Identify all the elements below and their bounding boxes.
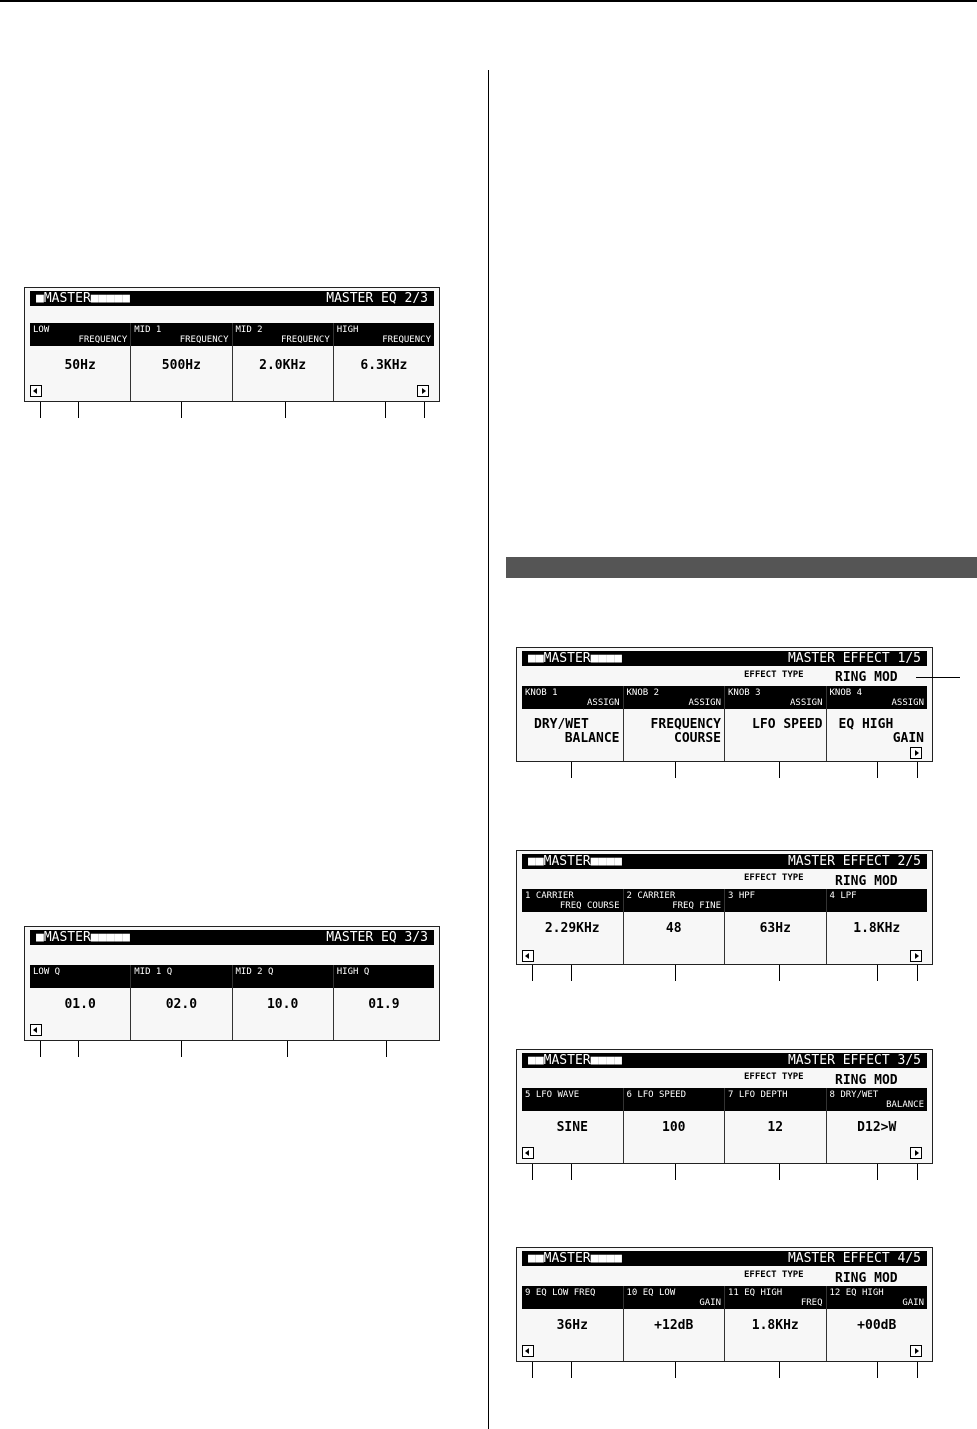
param-value: 100 — [662, 1120, 686, 1135]
param-sublabel: ASSIGN — [688, 698, 721, 708]
param-sublabel: ASSIGN — [891, 698, 924, 708]
param-eq-low-freq — [522, 1286, 624, 1361]
param-sublabel: FREQ — [800, 1298, 823, 1308]
lcd-header-left: ■■MASTER■■■■ — [528, 854, 622, 869]
knob-1-assign — [522, 686, 624, 761]
param-value: +12dB — [654, 1318, 694, 1333]
param-sublabel: GAIN — [902, 1298, 924, 1308]
param-eq-high-freq — [725, 1286, 827, 1361]
param-lfo-speed — [624, 1088, 726, 1163]
callout-tick — [571, 762, 572, 778]
effect-type-label: EFFECT TYPE — [744, 873, 804, 883]
param-value: D12>W — [857, 1120, 897, 1135]
callout-tick — [779, 1362, 780, 1378]
page-right-arrow-icon[interactable] — [910, 747, 922, 759]
callout-tick — [571, 965, 572, 981]
callout-tick — [877, 1164, 878, 1180]
param-value: 500Hz — [161, 358, 201, 373]
param-value-line1: EQ HIGH — [838, 717, 894, 732]
param-sublabel: ASSIGN — [789, 698, 823, 708]
param-label: MID 2 Q — [235, 967, 274, 977]
param-label: LOW — [33, 325, 50, 335]
param-value: 48 — [665, 921, 682, 936]
param-label: MID 1 — [134, 325, 162, 335]
param-label: MID 1 Q — [134, 967, 173, 977]
page-left-arrow-icon[interactable] — [522, 950, 534, 962]
param-mid2-q — [233, 965, 334, 1040]
param-sublabel: FREQ FINE — [672, 901, 721, 911]
callout-tick — [386, 1041, 387, 1057]
param-value: SINE — [556, 1120, 588, 1135]
param-low-frequency — [30, 323, 131, 401]
lcd-header-left: ■■MASTER■■■■ — [528, 1251, 622, 1266]
callout-tick — [532, 1164, 533, 1180]
section-heading-bar — [506, 557, 977, 578]
page-right-arrow-icon[interactable] — [417, 385, 429, 397]
param-value: 6.3KHz — [360, 358, 408, 373]
lcd-header — [522, 651, 927, 666]
param-label: KNOB 4 — [829, 688, 863, 698]
callout-tick — [181, 1041, 182, 1057]
param-value: 02.0 — [165, 997, 198, 1012]
callout-tick — [571, 1164, 572, 1180]
param-sublabel: BALANCE — [886, 1100, 924, 1110]
param-label: 10 EQ LOW — [626, 1288, 676, 1298]
effect-type-value: RING MOD — [835, 670, 898, 685]
page-left-arrow-icon[interactable] — [522, 1147, 534, 1159]
param-sublabel: ASSIGN — [586, 698, 620, 708]
param-value: 50Hz — [64, 358, 96, 373]
lcd-header-left: ■MASTER■■■■■ — [36, 930, 130, 945]
lcd-header-left: ■■MASTER■■■■ — [528, 1053, 622, 1068]
callout-tick — [917, 1164, 918, 1180]
callout-tick — [675, 1362, 676, 1378]
param-hpf — [725, 889, 827, 964]
callout-tick — [571, 1362, 572, 1378]
param-mid1-q — [131, 965, 232, 1040]
param-sublabel: GAIN — [699, 1298, 721, 1308]
lcd-master-effect-2 — [516, 850, 933, 965]
param-label: 2 CARRIER — [626, 891, 676, 901]
param-value: 1.8KHz — [853, 921, 901, 936]
param-value: 1.8KHz — [751, 1318, 799, 1333]
param-label: 5 LFO WAVE — [525, 1090, 580, 1100]
param-value: 01.0 — [64, 997, 96, 1012]
page-right-arrow-icon[interactable] — [910, 1147, 922, 1159]
callout-line — [916, 677, 960, 678]
param-mid2-frequency — [233, 323, 334, 401]
page-left-arrow-icon[interactable] — [522, 1345, 534, 1357]
param-value: 2.29KHz — [544, 921, 600, 936]
lcd-master-effect-3 — [516, 1049, 933, 1164]
param-carrier-freq-course — [522, 889, 624, 964]
lcd-master-eq-2 — [24, 287, 440, 402]
callout-tick — [287, 1041, 288, 1057]
param-high-q — [334, 965, 434, 1040]
param-value: 10.0 — [266, 997, 299, 1012]
param-mid1-frequency — [131, 323, 232, 401]
callout-tick — [917, 965, 918, 981]
param-label: 3 HPF — [728, 891, 756, 901]
callout-tick — [917, 1362, 918, 1378]
effect-type-label: EFFECT TYPE — [744, 670, 804, 680]
lcd-header-left: ■MASTER■■■■■ — [36, 291, 130, 306]
param-value-line1: LFO SPEED — [752, 717, 823, 732]
param-value-line2: COURSE — [674, 731, 721, 746]
callout-tick — [532, 965, 533, 981]
page-right-arrow-icon[interactable] — [910, 950, 922, 962]
lcd-header-right: MASTER EFFECT 2/5 — [787, 854, 921, 869]
callout-tick — [877, 1362, 878, 1378]
effect-type-value: RING MOD — [835, 1073, 898, 1088]
callout-tick — [779, 762, 780, 778]
callout-tick — [40, 402, 41, 418]
callout-tick — [779, 965, 780, 981]
callout-tick — [385, 402, 386, 418]
knob-3-assign — [725, 686, 827, 761]
param-label: 4 LPF — [829, 891, 857, 901]
param-value: +00dB — [857, 1318, 897, 1333]
param-sublabel: FREQUENCY — [280, 335, 330, 345]
page-right-arrow-icon[interactable] — [910, 1345, 922, 1357]
callout-tick — [40, 1041, 41, 1057]
effect-type-value: RING MOD — [835, 874, 898, 889]
param-label: LOW Q — [33, 967, 61, 977]
param-label: 6 LFO SPEED — [626, 1090, 687, 1100]
callout-tick — [78, 1041, 79, 1057]
callout-tick — [675, 965, 676, 981]
lcd-master-effect-1 — [516, 647, 933, 762]
lcd-master-eq-3 — [24, 926, 440, 1041]
callout-tick — [675, 762, 676, 778]
lcd-master-effect-4 — [516, 1247, 933, 1362]
param-label: 8 DRY/WET — [829, 1090, 879, 1100]
param-label: HIGH Q — [336, 967, 370, 977]
effect-type-value: RING MOD — [835, 1271, 898, 1286]
param-label: KNOB 2 — [626, 688, 660, 698]
callout-tick — [532, 1362, 533, 1378]
column-divider — [488, 70, 489, 1429]
param-label: MID 2 — [235, 325, 263, 335]
param-label: 12 EQ HIGH — [829, 1288, 884, 1298]
param-sublabel: FREQ COURSE — [559, 901, 620, 911]
callout-tick — [779, 1164, 780, 1180]
callout-tick — [181, 402, 182, 418]
lcd-header — [522, 1053, 927, 1068]
callout-tick — [424, 402, 425, 418]
lcd-header-right: MASTER EQ 2/3 — [326, 291, 428, 306]
param-value: 12 — [767, 1120, 784, 1135]
param-value-line2: BALANCE — [564, 731, 620, 746]
param-lfo-depth — [725, 1088, 827, 1163]
lcd-header — [30, 291, 434, 306]
callout-tick — [78, 402, 79, 418]
page-top-rule — [0, 0, 977, 2]
param-value-line2: GAIN — [892, 731, 924, 746]
param-label: 1 CARRIER — [525, 891, 574, 901]
param-value: 63Hz — [759, 921, 791, 936]
param-lfo-wave — [522, 1088, 624, 1163]
page-left-arrow-icon[interactable] — [30, 385, 42, 397]
callout-tick — [877, 965, 878, 981]
param-label: 9 EQ LOW FREQ — [525, 1288, 596, 1298]
lcd-header — [522, 854, 927, 869]
effect-type-label: EFFECT TYPE — [744, 1270, 804, 1280]
callout-tick — [917, 762, 918, 778]
lcd-header-left: ■■MASTER■■■■ — [528, 651, 622, 666]
param-label: KNOB 1 — [525, 688, 558, 698]
lcd-header-right: MASTER EFFECT 3/5 — [787, 1053, 921, 1068]
param-label: HIGH — [336, 325, 359, 335]
knob-2-assign — [624, 686, 726, 761]
param-label: KNOB 3 — [728, 688, 761, 698]
param-sublabel: FREQUENCY — [179, 335, 229, 345]
lcd-header — [30, 930, 434, 945]
param-low-q — [30, 965, 131, 1040]
param-value: 2.0KHz — [259, 358, 307, 373]
param-carrier-freq-fine — [624, 889, 726, 964]
callout-tick — [675, 1164, 676, 1180]
param-label: 11 EQ HIGH — [728, 1288, 783, 1298]
param-value-line1: FREQUENCY — [650, 717, 721, 732]
param-value: 01.9 — [368, 997, 400, 1012]
lcd-header-right: MASTER EQ 3/3 — [326, 930, 428, 945]
page-left-arrow-icon[interactable] — [30, 1024, 42, 1036]
param-label: 7 LFO DEPTH — [728, 1090, 788, 1100]
param-value: 36Hz — [556, 1318, 588, 1333]
param-value-line1: DRY/WET — [534, 717, 589, 732]
param-sublabel: FREQUENCY — [78, 335, 128, 345]
param-sublabel: FREQUENCY — [382, 335, 431, 345]
callout-tick — [877, 762, 878, 778]
param-eq-low-gain — [624, 1286, 726, 1361]
effect-type-label: EFFECT TYPE — [744, 1072, 804, 1082]
callout-tick — [285, 402, 286, 418]
lcd-header-right: MASTER EFFECT 1/5 — [787, 651, 921, 666]
lcd-header-right: MASTER EFFECT 4/5 — [787, 1251, 921, 1266]
lcd-header — [522, 1251, 927, 1266]
